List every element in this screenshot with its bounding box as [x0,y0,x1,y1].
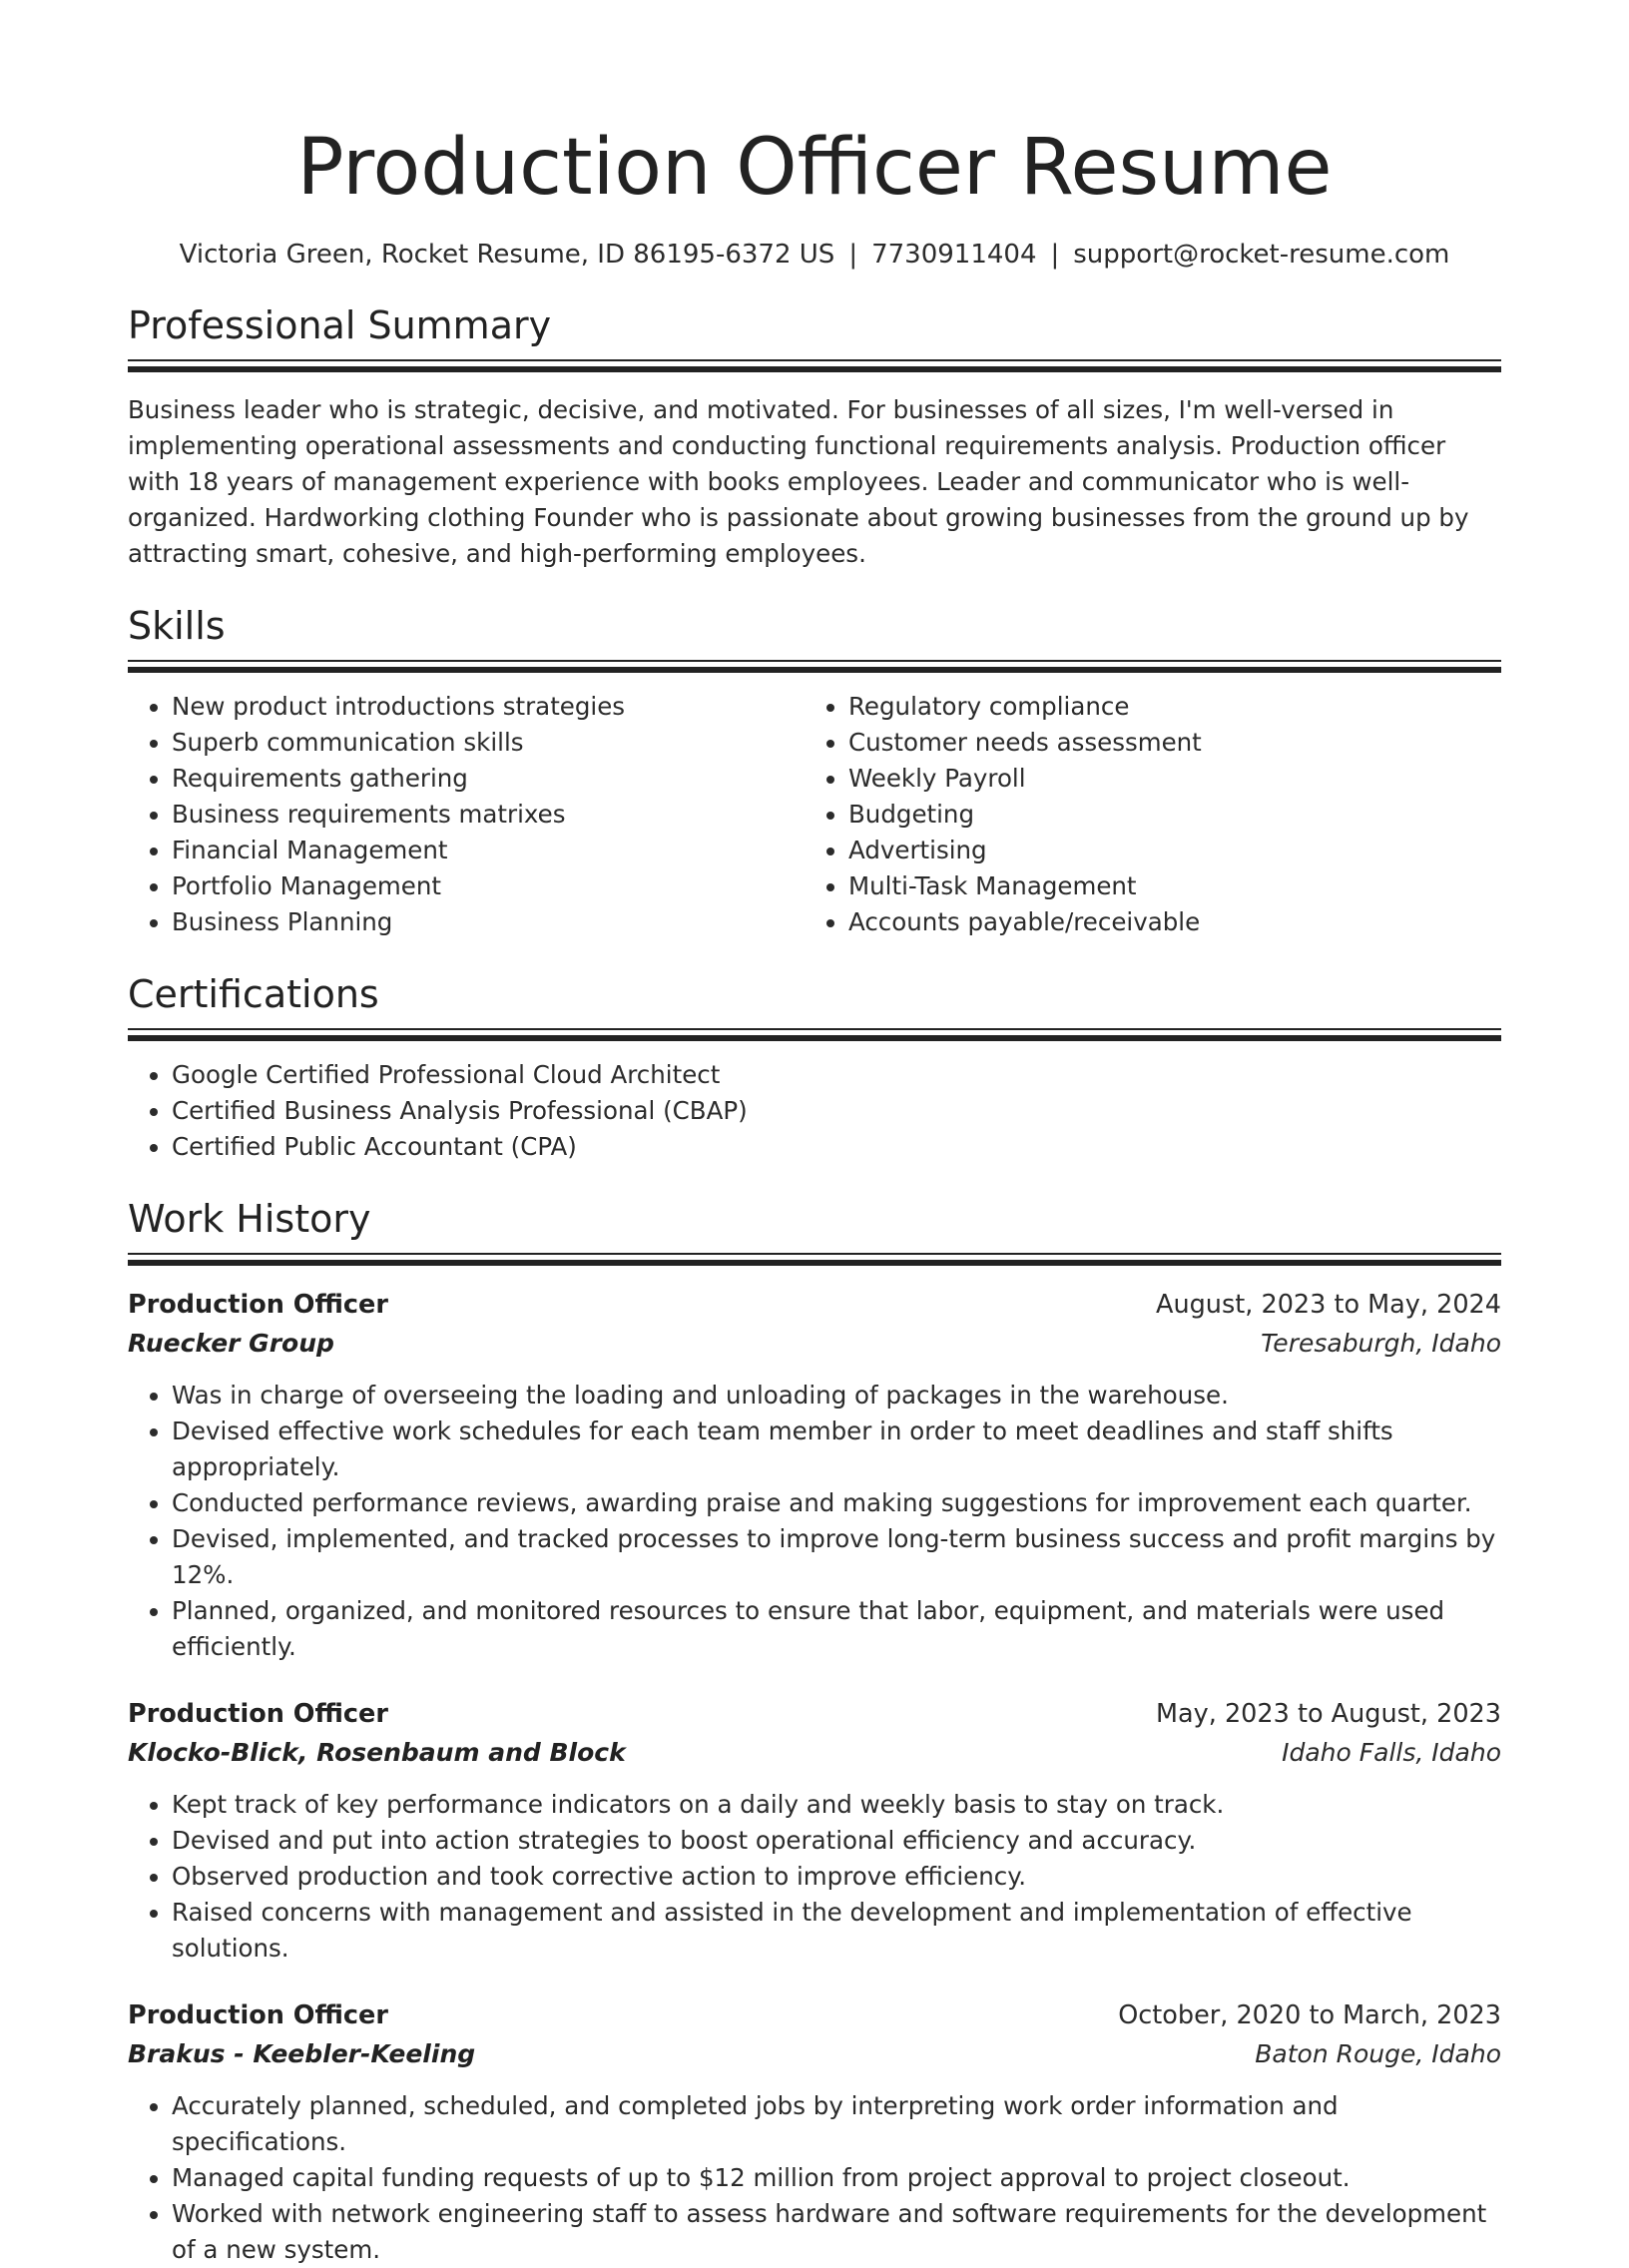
job-bullet: • Raised concerns with management and assisted in the development and implementation of effective solutions. [172,1895,1501,1967]
job-entry [128,1695,1501,1967]
skill-item: • Customer needs assessment [848,725,1545,761]
contact-separator: | [848,240,858,270]
certification-item: • Google Certified Professional Cloud Architect [172,1057,1501,1093]
skill-item: • Regulatory compliance [848,689,1545,725]
job-bullet: • Managed capital funding requests of up to $12 million from project approval to project closeout. [172,2160,1501,2196]
skill-item: • Budgeting [848,797,1545,833]
job-location: Idaho Falls, Idaho [1282,1738,1501,1767]
job-bullet: • Kept track of key performance indicators on a daily and weekly basis to stay on track. [172,1787,1501,1823]
skills-heading: Skills [128,604,226,648]
job-bullet: • Planned, organized, and monitored resources to ensure that labor, equipment, and materials were used efficiently. [172,1593,1501,1665]
certifications-list [128,1057,1501,1165]
section-divider [128,1260,1501,1266]
section-divider [128,1035,1501,1041]
job-company: Klocko-Blick, Rosenbaum and Block [128,1738,626,1767]
certifications-heading: Certifications [128,972,379,1016]
work-history-heading: Work History [128,1197,371,1241]
skill-item: • Business requirements matrixes [172,797,805,833]
job-bullet: • Was in charge of overseeing the loading and unloading of packages in the warehouse. [172,1378,1501,1414]
job-dates: October, 2020 to March, 2023 [1118,2000,1501,2030]
certifications-section [128,970,1501,1165]
contact-phone: 7730911404 [871,240,1037,270]
job-title: Production Officer [128,1699,388,1729]
job-header-row [128,1695,1501,1733]
contact-line [128,238,1501,272]
job-dates: May, 2023 to August, 2023 [1156,1699,1501,1729]
contact-email: support@rocket-resume.com [1073,240,1450,270]
job-location: Teresaburgh, Idaho [1261,1329,1501,1358]
summary-heading: Professional Summary [128,303,552,347]
skill-item: • Advertising [848,833,1545,868]
skill-item: • New product introductions strategies [172,689,805,725]
job-bullets [128,2088,1501,2268]
skill-item: • Portfolio Management [172,868,805,904]
skills-list-right [805,689,1545,940]
skill-item: • Multi-Task Management [848,868,1545,904]
job-location: Baton Rouge, Idaho [1255,2039,1501,2068]
contact-separator: | [1050,240,1060,270]
certification-item: • Certified Public Accountant (CPA) [172,1129,1501,1165]
skill-item: • Requirements gathering [172,761,805,797]
section-divider [128,1028,1501,1030]
skills-columns [128,673,1501,940]
skills-list-left [128,689,805,940]
job-company: Brakus - Keebler-Keeling [128,2039,476,2068]
job-company-row [128,1733,1501,1773]
skill-item: • Weekly Payroll [848,761,1545,797]
job-bullet: • Devised and put into action strategies to boost operational efficiency and accuracy. [172,1823,1501,1859]
certification-item: • Certified Business Analysis Professional (CBAP) [172,1093,1501,1129]
page-title: Production Officer Resume [296,123,1333,213]
job-bullet: • Devised, implemented, and tracked processes to improve long-term business success and profit margins by 12%. [172,1521,1501,1593]
job-bullet: • Accurately planned, scheduled, and completed jobs by interpreting work order information and specifications. [172,2088,1501,2160]
job-bullet: • Worked with network engineering staff to assess hardware and software requirements for the development of a new system. [172,2196,1501,2268]
job-bullet: • Observed production and took corrective action to improve efficiency. [172,1859,1501,1895]
summary-section [128,301,1501,572]
section-divider [128,359,1501,361]
skill-item: • Financial Management [172,833,805,868]
skill-item: • Superb communication skills [172,725,805,761]
job-title: Production Officer [128,2000,388,2030]
resume-page [128,0,1501,2268]
skills-section [128,602,1501,940]
section-divider [128,1253,1501,1255]
summary-text: Business leader who is strategic, decisive, and motivated. For businesses of all sizes, I'm well-versed in implementing operational assessments and conducting functional requirements analysis. Production officer with 18 years of management experience with books employees. Leader and communicator who is well-organized. Hardworking clothing Founder who is passionate about growing businesses from the ground up by attracting smart, cohesive, and high-performing employees. [128,395,1469,568]
job-bullet: • Devised effective work schedules for each team member in order to meet deadlines and staff shifts appropriately. [172,1414,1501,1485]
job-dates: August, 2023 to May, 2024 [1156,1290,1501,1320]
skill-item: • Accounts payable/receivable [848,904,1545,940]
job-bullets [128,1787,1501,1967]
job-bullet: • Conducted performance reviews, awarding praise and making suggestions for improvement each quarter. [172,1485,1501,1521]
job-company-row [128,1324,1501,1364]
work-history-section [128,1195,1501,2268]
job-company: Ruecker Group [128,1329,334,1358]
job-header-row [128,1996,1501,2034]
job-company-row [128,2034,1501,2074]
contact-address: Victoria Green, Rocket Resume, ID 86195-6372 US [179,240,835,270]
job-bullets [128,1378,1501,1665]
section-divider [128,660,1501,662]
section-divider [128,366,1501,372]
job-header-row [128,1286,1501,1324]
job-entry [128,1286,1501,1665]
skill-item: • Business Planning [172,904,805,940]
job-entry [128,1996,1501,2268]
job-title: Production Officer [128,1290,388,1320]
